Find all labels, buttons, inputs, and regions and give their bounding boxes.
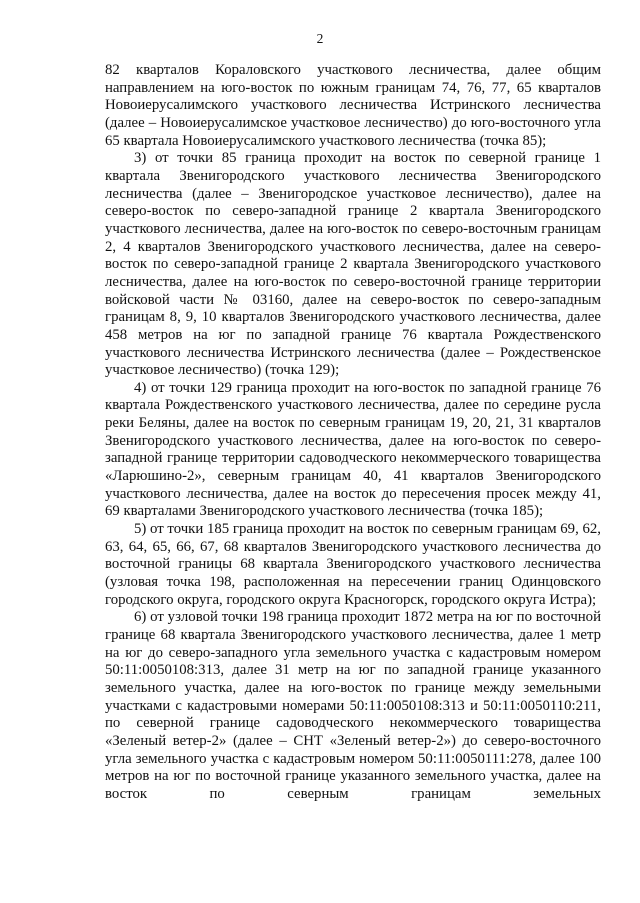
- page-number: 2: [316, 31, 324, 46]
- paragraph-item-5: 5) от точки 185 граница проходит на восток по северным границам 69, 62, 63, 64, 65, 66, 67, 68 кварталов Звенигородского участкового лесничества до восточной границы 68 квартала Звенигородского участкового лесничества (узловая точка 198, расположенная на пересечении границ Одинцовского городского округа, городского округа Красногорск, городского округа Истра);: [105, 521, 601, 608]
- document-body: [105, 62, 601, 804]
- paragraph-item-4: 4) от точки 129 граница проходит на юго-восток по западной границе 76 квартала Рождественского участкового лесничества, далее по середине русла реки Беляны, далее на восток по северным границам 19, 20, 21, 31 кварталов Звенигородского участкового лесничества, далее на юго-восток по северо-западной границе территории садоводческого некоммерческого товарищества «Ларюшино-2», северным границам 40, 41 кварталов Звенигородского участкового лесничества, далее на восток до пересечения просек между 41, 69 кварталами Звенигородского участкового лесничества (точка 185);: [105, 379, 601, 520]
- paragraph-item-6: 6) от узловой точки 198 граница проходит 1872 метра на юг по восточной границе 68 квартала Звенигородского участкового лесничества, далее 1 метр на юг до северо-западного угла земельного участка с кадастровым номером 50:11:0050108:313, далее 31 метр на юг по западной границе указанного земельного участка, далее на юго-восток по границе между земельными участками с кадастровыми номерами 50:11:0050108:313 и 50:11:0050110:211, по северной границе садоводческого некоммерческого товарищества «Зеленый ветер-2» (далее – СНТ «Зеленый ветер-2») до северо-восточного угла земельного участка с кадастровым номером 50:11:0050111:278, далее 100 метров на юг по восточной границе указанного земельного участка, далее на восток по северным границам земельных: [105, 609, 601, 802]
- paragraph-continuation: 82 кварталов Кораловского участкового лесничества, далее общим направлением на юго-восток по южным границам 74, 76, 77, 65 кварталов Новоиерусалимского участкового лесничества Истринского лесничества (далее – Новоиерусалимское участковое лесничество) до юго-восточного угла 65 квартала Новоиерусалимского участкового лесничества (точка 85);: [105, 62, 601, 149]
- paragraph-item-3: 3) от точки 85 граница проходит на восток по северной границе 1 квартала Звенигородского участкового лесничества Звенигородского лесничества (далее – Звенигородское участковое лесничество), далее на северо-восток по северо-западной границе 2 квартала Звенигородского участкового лесничества, далее на юго-восток по северо-восточным границам 2, 4 кварталов Звенигородского участкового лесничества, далее на северо-восток по северо-западной границе 2 квартала Звенигородского участкового лесничества, далее на юго-восток по северо-восточной границе территории войсковой части № 03160, далее на северо-восток по северо-западным границам 8, 9, 10 кварталов Звенигородского участкового лесничества, далее 458 метров на юг по западной границе 76 квартала Рождественского участкового лесничества Истринского лесничества (далее – Рождественское участковое лесничество) (точка 129);: [105, 150, 601, 379]
